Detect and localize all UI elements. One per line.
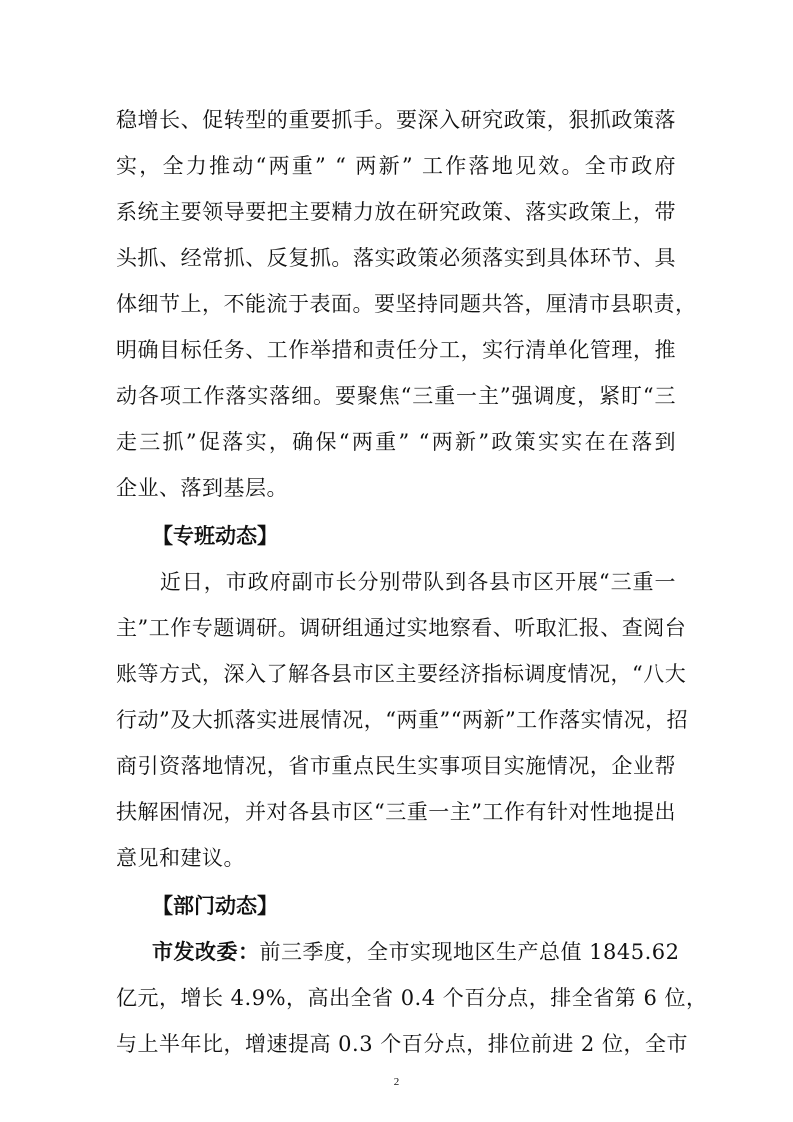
paragraph-line: 行动”及大抓落实进展情况，“两重”“两新”工作落实情况，招: [116, 708, 689, 732]
paragraph-line: 商引资落地情况，省市重点民生实事项目实施情况，企业帮: [116, 754, 676, 778]
paragraph-line: 近日，市政府副市长分别带队到各县市区开展“三重一: [116, 570, 676, 594]
paragraph-line: 稳增长、促转型的重要抓手。要深入研究政策，狠抓政策落: [116, 108, 676, 132]
paragraph-line: 意见和建议。: [116, 846, 245, 870]
department-lead: 市发改委：: [152, 940, 260, 964]
paragraph-line: 动各项工作落实落细。要聚焦“三重一主”强调度，紧盯“三: [116, 384, 676, 408]
paragraph-line: 与上半年比，增速提高 0.3 个百分点，排位前进 2 位，全市: [116, 1032, 688, 1056]
paragraph-line: 走三抓”促落实，确保“两重” “两新”政策实实在在落到: [116, 430, 676, 454]
paragraph-line: 扶解困情况，并对各县市区“三重一主”工作有针对性地提出: [116, 800, 676, 824]
paragraph-line: 系统主要领导要把主要精力放在研究政策、落实政策上，带: [116, 200, 676, 224]
paragraph-line: 明确目标任务、工作举措和责任分工，实行清单化管理，推: [116, 338, 676, 362]
paragraph-text: 前三季度，全市实现地区生产总值 1845.62: [259, 940, 680, 964]
paragraph-line: 亿元，增长 4.9%，高出全省 0.4 个百分点，排全省第 6 位，: [116, 986, 708, 1010]
section-heading-special-team: 【专班动态】: [152, 524, 278, 548]
paragraph-line: 账等方式，深入了解各县市区主要经济指标调度情况，“八大: [116, 662, 687, 686]
page-number: 2: [393, 1076, 400, 1088]
paragraph-line: 体细节上，不能流于表面。要坚持同题共答，厘清市县职责，: [116, 292, 697, 316]
section-heading-department: 【部门动态】: [152, 894, 278, 918]
paragraph-line: 头抓、经常抓、反复抓。落实政策必须落实到具体环节、具: [116, 246, 676, 270]
paragraph-line: 企业、落到基层。: [116, 476, 288, 500]
paragraph-first-line: [152, 938, 680, 966]
paragraph-line: 主”工作专题调研。调研组通过实地察看、听取汇报、查阅台: [116, 616, 687, 640]
paragraph-line: 实，全力推动“两重” “ 两新” 工作落地见效。全市政府: [116, 154, 676, 178]
